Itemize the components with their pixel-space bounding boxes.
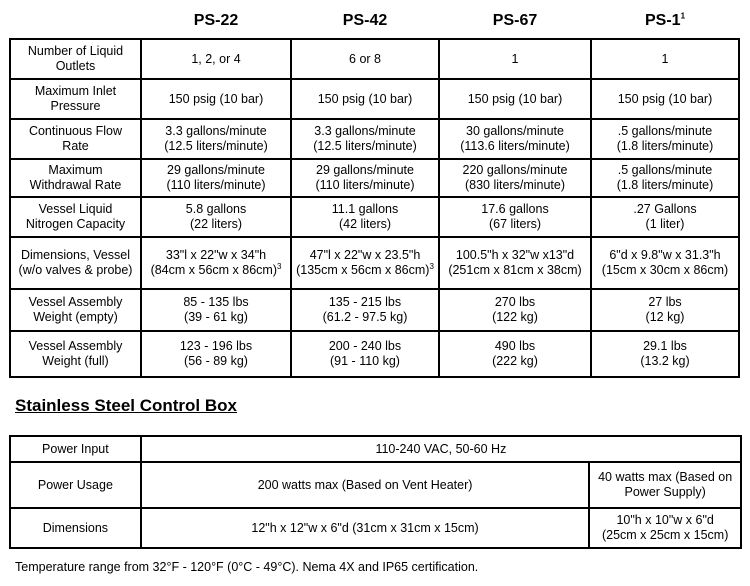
spec-value	[591, 39, 739, 79]
line: (12 kg)	[645, 310, 685, 324]
line: (12.5 liters/minute)	[164, 139, 268, 153]
line: 5.8 gallons	[185, 202, 247, 216]
value-power-usage: 200 watts max (Based on Vent Heater)	[141, 462, 590, 508]
line: Pressure	[50, 99, 101, 113]
spec-value	[439, 289, 591, 331]
line: 27 lbs	[648, 295, 682, 309]
spec-value	[291, 159, 439, 197]
line: (22 liters)	[189, 217, 243, 231]
line: Withdrawal Rate	[29, 178, 122, 192]
spec-value	[591, 331, 739, 377]
line: 490 lbs	[494, 339, 536, 353]
line: (12.5 liters/minute)	[313, 139, 417, 153]
spec-value	[141, 79, 291, 119]
spec-label	[10, 39, 141, 79]
line: (84cm x 56cm x 86cm)$^3$	[150, 261, 282, 277]
line: Power Supply)	[624, 485, 706, 499]
spec-row	[10, 79, 739, 119]
model-header	[141, 8, 739, 34]
value-dimensions-ps1	[589, 508, 741, 548]
line: Number of Liquid	[27, 44, 124, 58]
line: 123 - 196 lbs	[179, 339, 253, 353]
spec-value	[291, 119, 439, 159]
spec-value	[591, 197, 739, 237]
line: (61.2 - 97.5 kg)	[322, 310, 408, 324]
model-ps42: PS-42	[342, 12, 388, 29]
spec-value	[439, 159, 591, 197]
line: (222 kg)	[492, 354, 538, 368]
line: 1	[511, 51, 519, 66]
line: (1 liter)	[645, 217, 685, 231]
row-power-usage	[10, 462, 741, 508]
line: (56 - 89 kg)	[184, 354, 248, 368]
line: Weight (full)	[42, 354, 109, 368]
line: 1	[661, 51, 669, 66]
spec-label	[10, 119, 141, 159]
footnote: Temperature range from 32°F - 120°F (0°C - 49°C). Nema 4X and IP65 certification.	[15, 560, 479, 574]
line: 85 - 135 lbs	[183, 295, 249, 309]
spec-value	[439, 119, 591, 159]
line: 47"l x 22"w x 23.5"h	[309, 248, 421, 262]
spec-value	[291, 197, 439, 237]
spec-value	[141, 237, 291, 289]
spec-value	[291, 39, 439, 79]
control-box-table	[9, 435, 742, 549]
line: 40 watts max (Based on	[598, 470, 733, 484]
line: .5 gallons/minute	[617, 163, 713, 177]
value-power-usage-ps1	[589, 462, 741, 508]
line: 150 psig (10 bar)	[168, 91, 264, 106]
line: (91 - 110 kg)	[330, 354, 400, 368]
spec-value	[439, 237, 591, 289]
specs-table	[9, 38, 740, 378]
line: 33"l x 22"w x 34"h	[165, 248, 267, 262]
spec-value	[591, 79, 739, 119]
label-power-input: Power Input	[10, 436, 141, 462]
line: (830 liters/minute)	[464, 178, 566, 192]
line: Nitrogen Capacity	[25, 217, 126, 231]
line: 3.3 gallons/minute	[314, 124, 416, 138]
line: 6 or 8	[349, 51, 381, 66]
line: (122 kg)	[492, 310, 538, 324]
spec-value	[291, 237, 439, 289]
spec-row	[10, 289, 739, 331]
line: Maximum Inlet	[34, 84, 117, 98]
spec-value	[141, 197, 291, 237]
spec-value	[141, 331, 291, 377]
line: 6"d x 9.8"w x 31.3"h	[609, 248, 721, 262]
spec-value	[591, 237, 739, 289]
value-dimensions: 12"h x 12"w x 6"d (31cm x 31cm x 15cm)	[141, 508, 590, 548]
spec-row	[10, 197, 739, 237]
line: 220 gallons/minute	[462, 163, 568, 177]
spec-label	[10, 79, 141, 119]
spec-value	[141, 159, 291, 197]
line: (67 liters)	[488, 217, 542, 231]
line: .27 Gallons	[633, 202, 697, 216]
line: Vessel Assembly	[28, 295, 123, 309]
label-power-usage: Power Usage	[10, 462, 141, 508]
spec-row	[10, 119, 739, 159]
line: (1.8 liters/minute)	[616, 139, 714, 153]
model-ps22: PS-22	[193, 12, 239, 29]
spec-value	[141, 289, 291, 331]
dim-footnote-sup: 3	[429, 261, 434, 271]
model-ps67: PS-67	[492, 12, 538, 29]
line: 29.1 lbs	[643, 339, 687, 353]
line: Outlets	[55, 59, 96, 73]
line: Rate	[62, 139, 89, 153]
spec-value	[291, 79, 439, 119]
line: 29 gallons/minute	[316, 163, 414, 177]
line: (251cm x 81cm x 38cm)	[448, 263, 582, 277]
line: 10"h x 10"w x 6"d	[616, 513, 714, 527]
line: Dimensions, Vessel	[20, 248, 131, 262]
section-title: Stainless Steel Control Box	[15, 396, 237, 415]
label-dimensions: Dimensions	[10, 508, 141, 548]
line: 11.1 gallons	[331, 202, 399, 216]
spec-value	[439, 39, 591, 79]
line: (25cm x 25cm x 15cm)	[601, 528, 729, 542]
line: 150 psig (10 bar)	[467, 91, 563, 106]
spec-label	[10, 289, 141, 331]
line: (1.8 liters/minute)	[616, 178, 714, 192]
spec-value	[591, 119, 739, 159]
spec-label	[10, 197, 141, 237]
dim-footnote-sup: 3	[276, 261, 282, 271]
line: Vessel Liquid	[38, 202, 113, 216]
value-power-input: 110-240 VAC, 50-60 Hz	[141, 436, 741, 462]
line: Maximum	[48, 163, 103, 177]
line: Vessel Assembly	[28, 339, 123, 353]
line: (110 liters/minute)	[166, 178, 266, 192]
model-ps1: $PS-1^1$	[644, 11, 686, 29]
spec-value	[439, 331, 591, 377]
line: (135cm x 56cm x 86cm)$^3$	[296, 261, 434, 277]
line: Continuous Flow	[28, 124, 123, 138]
model-ps1-sup: 1	[680, 11, 686, 21]
spec-value	[141, 39, 291, 79]
line: 29 gallons/minute	[167, 163, 265, 177]
spec-value	[591, 159, 739, 197]
line: (13.2 kg)	[640, 354, 690, 368]
spec-label	[10, 159, 141, 197]
line: 17.6 gallons	[481, 202, 549, 216]
spec-row	[10, 331, 739, 377]
line: .5 gallons/minute	[617, 124, 713, 138]
line: 1, 2, or 4	[191, 51, 241, 66]
spec-value	[291, 289, 439, 331]
line: 200 - 240 lbs	[328, 339, 402, 353]
line: 3.3 gallons/minute	[165, 124, 267, 138]
line: 270 lbs	[494, 295, 536, 309]
spec-value	[439, 197, 591, 237]
spec-row	[10, 237, 739, 289]
line: (42 liters)	[338, 217, 392, 231]
spec-row	[10, 39, 739, 79]
line: 30 gallons/minute	[466, 124, 564, 138]
spec-value	[291, 331, 439, 377]
spec-label	[10, 331, 141, 377]
line: (110 liters/minute)	[315, 178, 415, 192]
line: (w/o valves & probe)	[18, 263, 133, 277]
row-power-input	[10, 436, 741, 462]
line: (15cm x 30cm x 86cm)	[601, 263, 729, 277]
line: (113.6 liters/minute)	[460, 139, 570, 153]
spec-row	[10, 159, 739, 197]
row-dimensions	[10, 508, 741, 548]
spec-value	[141, 119, 291, 159]
spec-value	[591, 289, 739, 331]
line: 150 psig (10 bar)	[617, 91, 713, 106]
line: Weight (empty)	[33, 310, 118, 324]
spec-value	[439, 79, 591, 119]
line: 100.5"h x 32"w x13"d	[455, 248, 575, 262]
line: 150 psig (10 bar)	[317, 91, 413, 106]
line: 135 - 215 lbs	[328, 295, 402, 309]
line: (39 - 61 kg)	[184, 310, 248, 324]
spec-label	[10, 237, 141, 289]
